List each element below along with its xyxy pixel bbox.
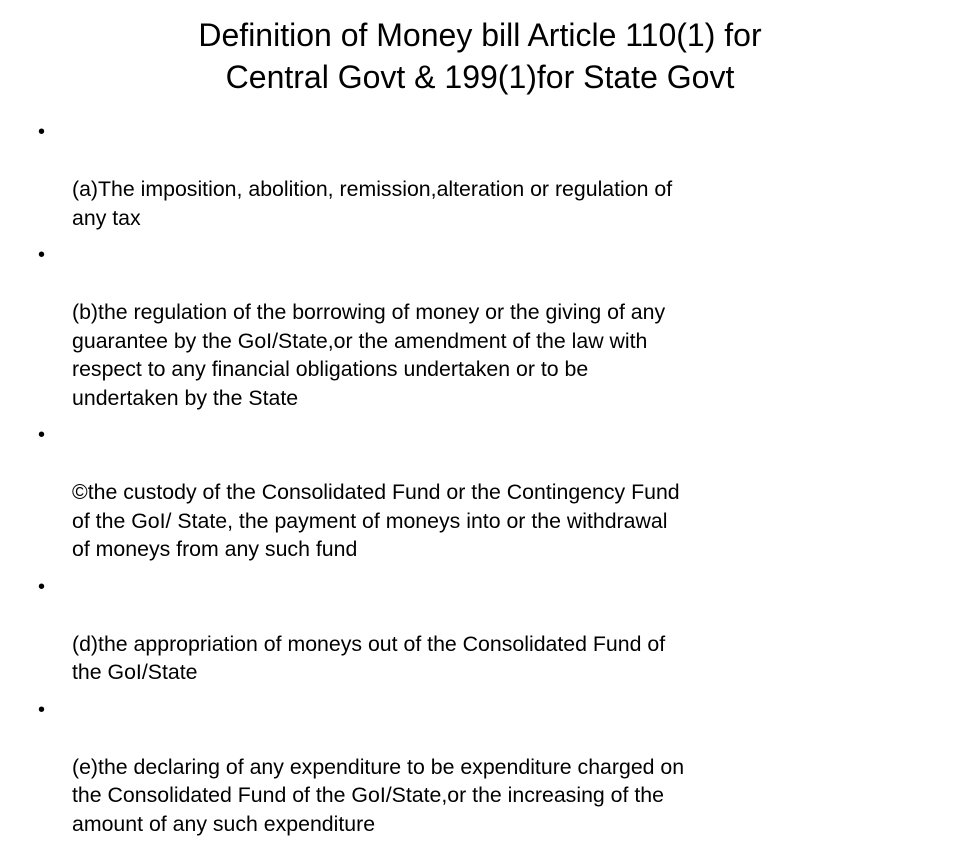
bullet-item-c xyxy=(36,421,924,564)
bullet-item-e xyxy=(36,696,924,839)
bullet-icon: • xyxy=(38,121,46,143)
bullet-item-a xyxy=(36,118,924,232)
bullet-item-d xyxy=(36,573,924,687)
bullet-text-b: (b)the regulation of the borrowing of money or the giving of any guarantee by the GoI/State,or the amendment of the law with respect to any financial obligations undertaken or to be undertaken by the State xyxy=(72,300,666,410)
bullet-text-d: (d)the appropriation of moneys out of the Consolidated Fund of the GoI/State xyxy=(72,631,666,684)
bullet-text-a: (a)The imposition, abolition, remission,alteration or regulation of any tax xyxy=(72,177,673,230)
bullet-icon: • xyxy=(38,424,46,446)
bullet-text-c: ©the custody of the Consolidated Fund or the Contingency Fund of the GoI/ State, the payment of moneys into or the withdrawal of moneys from any such fund xyxy=(72,480,680,561)
bullet-item-b xyxy=(36,241,924,412)
bullet-text-e: (e)the declaring of any expenditure to be expenditure charged on the Consolidated Fund of the GoI/State,or the increasing of the amount of any such expenditure xyxy=(72,754,685,836)
bullet-list xyxy=(36,118,924,847)
slide-title: Definition of Money bill Article 110(1) for Central Govt & 199(1)for State Govt xyxy=(198,17,762,95)
bullet-icon: • xyxy=(38,575,46,598)
bullet-icon: • xyxy=(38,244,46,266)
bullet-icon: • xyxy=(38,698,46,721)
